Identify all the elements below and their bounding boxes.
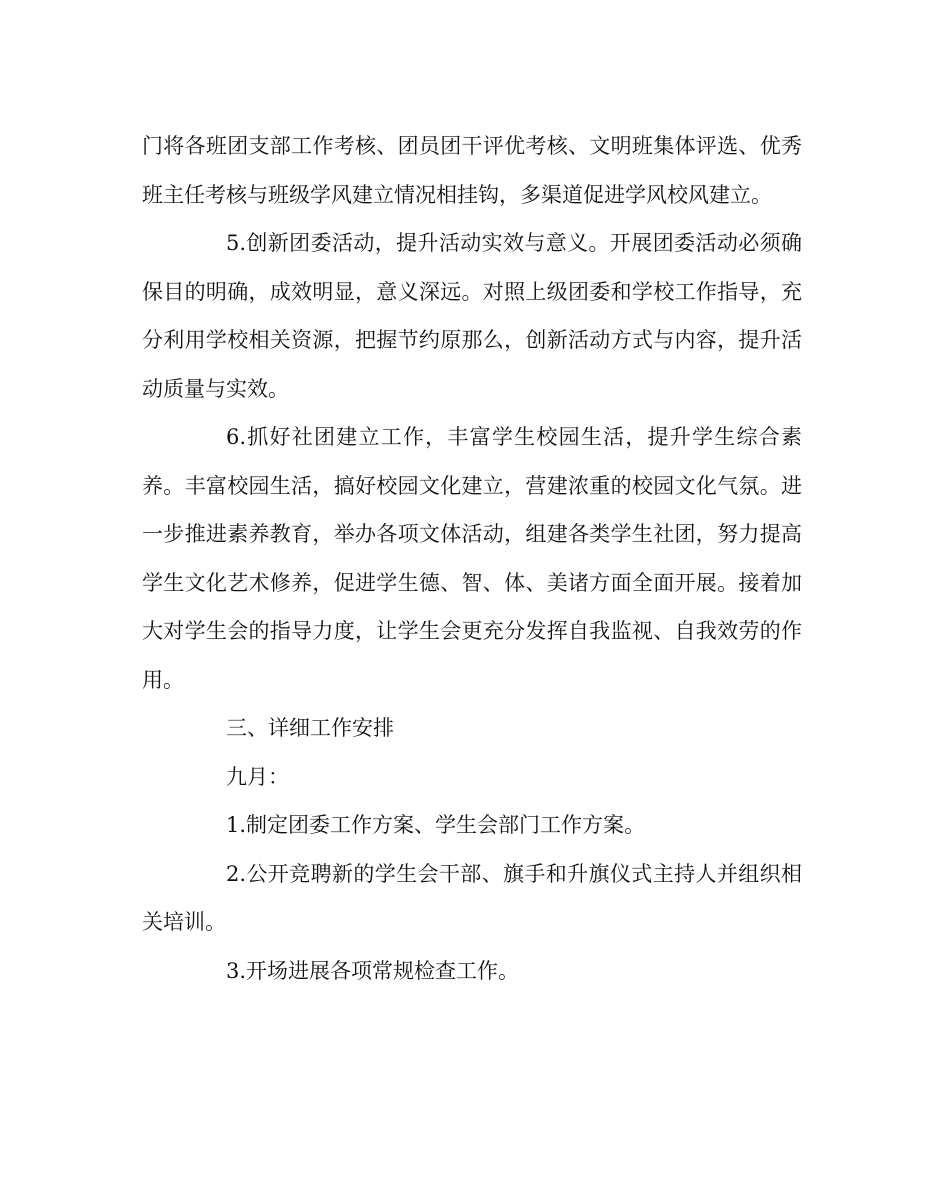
section-heading: 三、详细工作安排 (226, 716, 394, 740)
task-item-1: 1.制定团委工作方案、学生会部门工作方案。 (226, 813, 646, 837)
document-body (142, 122, 802, 995)
paragraph-continuation: 门将各班团支部工作考核、团员团干评优考核、文明班集体评选、优秀班主任考核与班级学风建立情况相挂钩，多渠道促进学风校风建立。 (142, 134, 802, 207)
task-item-3: 3.开场进展各项常规检查工作。 (226, 958, 520, 983)
paragraph-item-5: 5.创新团委活动，提升活动实效与意义。开展团委活动必须确保目的明确，成效明显，意义深远。对照上级团委和学校工作指导，充分利用学校相关资源，把握节约原那么，创新活动方式与内容，提升活动质量与实效。 (142, 231, 802, 401)
task-item-2: 2.公开竞聘新的学生会干部、旗手和升旗仪式主持人并组织相关培训。 (142, 861, 802, 934)
month-heading: 九月： (226, 764, 289, 789)
paragraph-item-6: 6.抓好社团建立工作，丰富学生校园生活，提升学生综合素养。丰富校园生活，搞好校园文化建立，营建浓重的校园文化气氛。进一步推进素养教育，举办各项文体活动，组建各类学生社团，努力提高学生文化艺术修养，促进学生德、智、体、美诸方面全面开展。接着加大对学生会的指导力度，让学生会更充分发挥自我监视、自我效劳的作用。 (142, 425, 802, 692)
